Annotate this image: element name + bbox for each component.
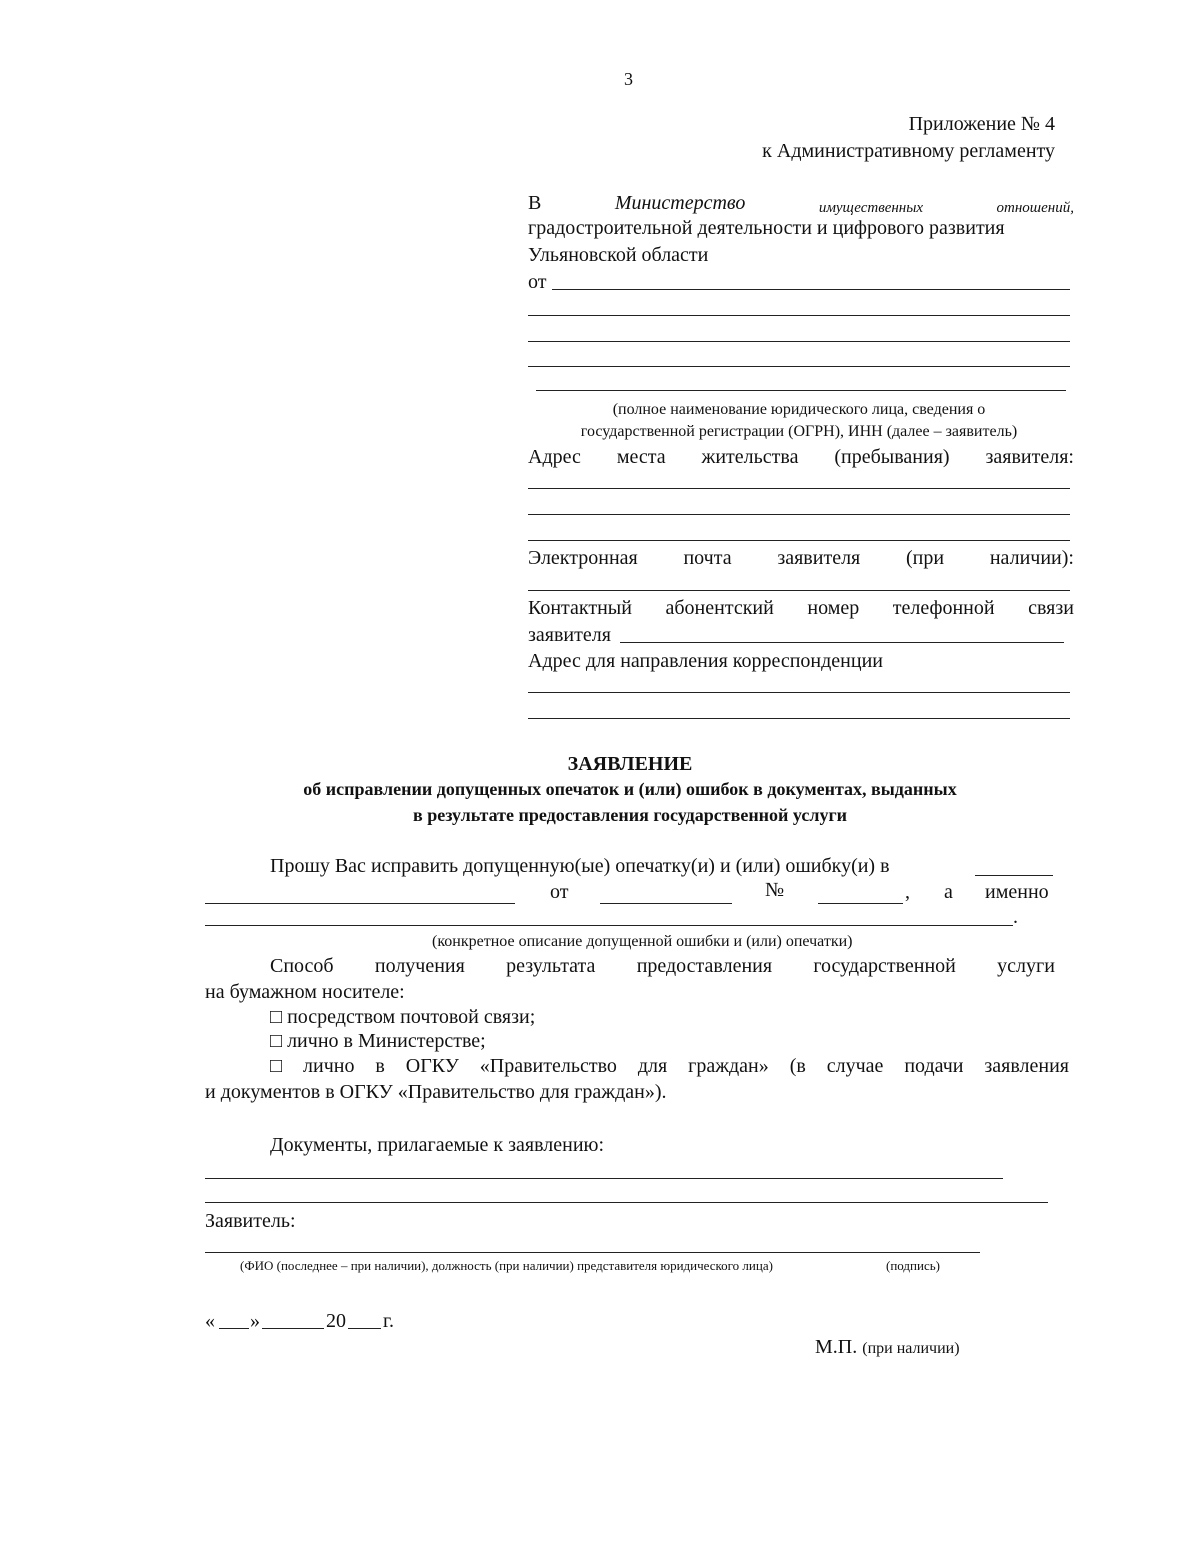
document-name-field-line[interactable] (975, 875, 1053, 876)
residence-address-label (528, 445, 1074, 469)
method-word: услуги (997, 955, 1055, 977)
method-option-ogku-line2: и документов в ОГКУ «Правительство для граждан»). (205, 1081, 667, 1103)
document-subtitle-line1: об исправлении допущенных опечаток и (или) ошибок в документах, выданных (303, 779, 957, 799)
appendix-subtitle: к Административному регламенту (762, 140, 1055, 162)
phone-label (528, 596, 1074, 620)
from-field-line-2[interactable] (528, 315, 1070, 316)
phone-field-line[interactable] (620, 642, 1064, 643)
method-option-word: подачи (904, 1055, 964, 1077)
method-option-word: в (375, 1055, 385, 1077)
signature-caption-left: (ФИО (последнее – при наличии), должность (при наличии) представителя юридического лица) (240, 1258, 773, 1273)
applicant-label: Заявитель: (205, 1210, 296, 1232)
request-line1: Прошу Вас исправить допущенную(ые) опечатку(и) и (или) ошибку(и) в (270, 855, 890, 877)
document-date-field-line[interactable] (600, 903, 732, 904)
stamp-note: (при наличии) (862, 1340, 960, 1357)
method-option-word: заявления (984, 1055, 1069, 1077)
addressee-prefix: В (528, 192, 542, 214)
email-word: заявителя (777, 547, 861, 569)
residence-address-line-1[interactable] (528, 488, 1070, 489)
addressee-line3: Ульяновской области (528, 244, 709, 266)
date-year-prefix: 20 (326, 1310, 346, 1332)
phone-word: телефонной (892, 597, 995, 619)
phone-word: связи (1028, 597, 1074, 619)
method-word: результата (506, 955, 596, 977)
request-number-sign: № (765, 879, 785, 901)
method-label (270, 954, 1055, 978)
date-day-field-line[interactable] (219, 1328, 249, 1329)
document-type-field-line[interactable] (205, 903, 515, 904)
request-namely: именно (985, 881, 1049, 903)
phone-word: абонентский (665, 597, 774, 619)
attachments-line-2[interactable] (205, 1202, 1048, 1203)
residence-address-line-2[interactable] (528, 514, 1070, 515)
addressee-word2: имущественных (818, 200, 924, 216)
correspondence-label: Адрес для направления корреспонденции (528, 650, 883, 672)
document-title: ЗАЯВЛЕНИЕ (567, 753, 693, 775)
appendix-title: Приложение № 4 (908, 113, 1055, 135)
document-number-field-line[interactable] (818, 903, 903, 904)
stamp-label-text: М.П. (815, 1336, 858, 1358)
method-option-word: случае (826, 1055, 884, 1077)
method-option-ogku[interactable] (270, 1054, 1069, 1078)
from-field-line-4[interactable] (528, 366, 1070, 367)
residence-word: (пребывания) (834, 446, 950, 468)
signature-caption-right: (подпись) (886, 1258, 940, 1273)
method-label-line2: на бумажном носителе: (205, 981, 405, 1003)
date-close-quote: » (250, 1310, 260, 1332)
attachments-label: Документы, прилагаемые к заявлению: (270, 1134, 605, 1156)
residence-address-line-3[interactable] (528, 540, 1070, 541)
method-option-word: «Правительство (479, 1055, 617, 1077)
applicant-caption-line2: государственной регистрации (ОГРН), ИНН (далее – заявитель) (580, 423, 1018, 440)
email-word: Электронная (528, 547, 638, 569)
request-and: а (944, 881, 953, 903)
email-word: почта (683, 547, 732, 569)
phone-label-line2: заявителя (528, 624, 611, 646)
applicant-caption-line1: (полное наименование юридического лица, сведения о (612, 401, 986, 418)
error-description-caption: (конкретное описание допущенной ошибки и (или) опечатки) (432, 933, 853, 950)
date-month-field-line[interactable] (262, 1328, 324, 1329)
method-option-word: (в (789, 1055, 806, 1077)
request-comma: , (905, 881, 910, 903)
document-subtitle-line2: в результате предоставления государственной услуги (412, 805, 848, 825)
email-word: наличии): (989, 547, 1074, 569)
email-label (528, 546, 1074, 570)
residence-word: места (616, 446, 666, 468)
date-year-field-line[interactable] (348, 1328, 381, 1329)
from-label: от (528, 271, 547, 293)
correspondence-line-2[interactable] (528, 718, 1070, 719)
page-number: 3 (624, 69, 633, 89)
from-field-line[interactable] (552, 289, 1070, 290)
email-field-line[interactable] (528, 590, 1070, 591)
addressee-word1: Министерство (614, 192, 746, 214)
method-option-post[interactable]: □ посредством почтовой связи; (270, 1006, 536, 1028)
method-word: Способ (270, 955, 334, 977)
method-option-word: для (637, 1055, 668, 1077)
method-option-word: ОГКУ (405, 1055, 459, 1077)
request-period: . (1013, 906, 1018, 928)
error-description-field-line[interactable] (205, 925, 1013, 926)
method-option-word: лично (303, 1055, 355, 1077)
from-field-line-5[interactable] (536, 390, 1066, 391)
residence-word: Адрес (528, 446, 581, 468)
method-option-word: граждан» (688, 1055, 769, 1077)
date-year-suffix: г. (383, 1310, 394, 1332)
signature-field-line[interactable] (205, 1252, 980, 1253)
residence-word: жительства (701, 446, 799, 468)
method-word: получения (374, 955, 465, 977)
residence-word: заявителя: (985, 446, 1074, 468)
addressee-word3: отношений, (996, 200, 1074, 216)
email-word: (при (906, 547, 945, 569)
addressee-line2: градостроительной деятельности и цифрового развития (528, 217, 1005, 239)
method-word: предоставления (636, 955, 773, 977)
phone-word: номер (807, 597, 860, 619)
stamp-label (815, 1335, 960, 1359)
correspondence-line-1[interactable] (528, 692, 1070, 693)
method-option-ministry[interactable]: □ лично в Министерстве; (270, 1030, 486, 1052)
checkbox-icon[interactable]: □ (270, 1055, 283, 1077)
request-from: от (550, 881, 569, 903)
from-field-line-3[interactable] (528, 341, 1070, 342)
method-word: государственной (813, 955, 956, 977)
date-open-quote: « (205, 1310, 215, 1332)
attachments-line-1[interactable] (205, 1178, 1003, 1179)
phone-word: Контактный (528, 597, 632, 619)
